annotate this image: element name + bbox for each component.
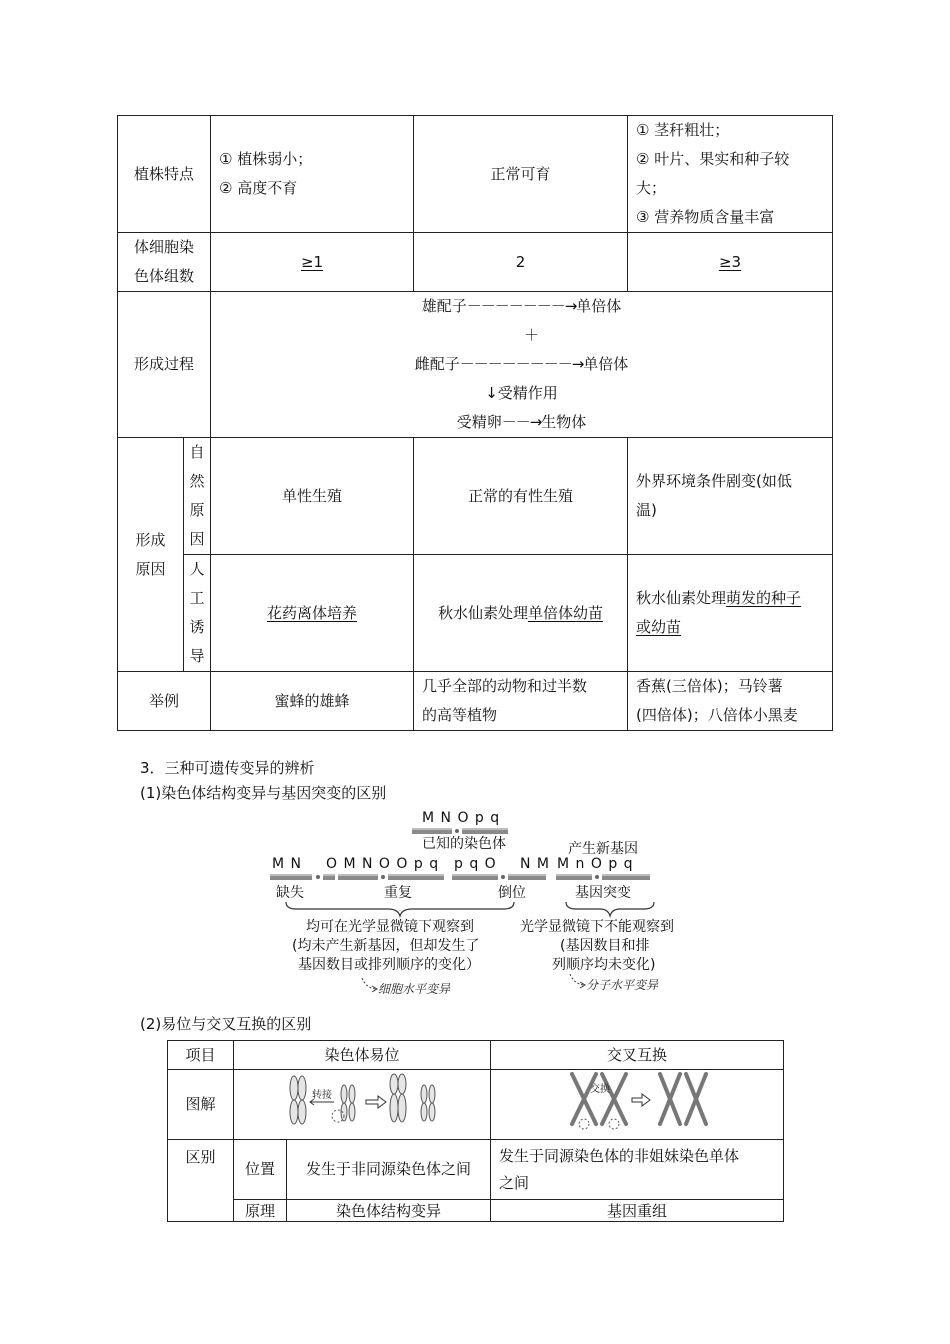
formation-process-row	[118, 292, 833, 438]
row-label: 体细胞染 色体组数	[118, 233, 211, 292]
chromosome-segment	[462, 828, 508, 834]
plant-traits-row	[118, 116, 833, 233]
chromosome-segment	[270, 874, 312, 880]
duplication-letters: O M N O O p q	[326, 856, 440, 872]
left-note-line: 基因数目或排列顺序的变化）	[298, 957, 480, 973]
known-chromosome-letters: M N O p q	[422, 810, 501, 826]
mutation-letters: M n O p q	[557, 856, 634, 872]
right-note-line: 列顺序均未变化)	[552, 957, 656, 973]
haploid-natural: 单性生殖	[211, 438, 414, 555]
chromosome-segment	[412, 828, 452, 834]
right-tag: 分子水平变异	[586, 978, 659, 992]
natural-cause-row	[118, 438, 833, 555]
chromosome-sets-row	[118, 233, 833, 292]
row-label: 图解	[168, 1070, 234, 1140]
chromosome-segment	[323, 874, 335, 880]
right-note-line: (基因数目和排	[560, 938, 650, 954]
ploidy-comparison-table	[117, 115, 833, 731]
chromosome-segment	[388, 874, 444, 880]
centromere-icon	[501, 875, 505, 879]
crossover-tag: 交换	[590, 1084, 611, 1095]
row-label: 举例	[118, 672, 211, 731]
haploid-sets: ≥1	[211, 233, 414, 292]
dashed-arrow-icon	[360, 976, 380, 996]
arrow-icon: －－→	[501, 413, 542, 431]
plus-icon: ＋	[524, 326, 540, 344]
section-heading: 3．三种可遗传变异的辨析	[140, 759, 315, 777]
mutation-left-letters: N M	[520, 856, 551, 872]
translocation-figure	[272, 1072, 452, 1128]
gene-mutation-label: 基因突变	[575, 885, 631, 901]
deletion-label: 缺失	[276, 885, 304, 901]
dashed-arrow-icon	[568, 972, 588, 992]
translocation-crossover-table	[167, 1040, 784, 1222]
header-cell: 交叉互换	[491, 1041, 784, 1070]
new-gene-label: 产生新基因	[568, 841, 638, 857]
header-cell: 染色体易位	[234, 1041, 491, 1070]
formation-process-diagram: 雄配子－－－－－－－→单倍体 ＋ 雌配子－－－－－－－－→单倍体 ↓受精作用 受精卵－－→生物体	[211, 292, 833, 438]
translocation-position: 发生于非同源染色体之间	[287, 1140, 491, 1200]
inversion-letters: p q O	[454, 856, 497, 872]
known-chromosome-label: 已知的染色体	[422, 836, 506, 852]
left-note-line: 均可在光学显微镜下观察到	[306, 919, 474, 935]
haploid-artificial: 花药离体培养	[211, 555, 414, 672]
row-label: 植株特点	[118, 116, 211, 233]
header-cell: 项目	[168, 1041, 234, 1070]
row-label: 形成过程	[118, 292, 211, 438]
centromere-icon	[316, 875, 320, 879]
arrow-icon: －－－－－－－－→	[459, 355, 584, 373]
duplication-label: 重复	[384, 885, 412, 901]
diploid-sets: 2	[414, 233, 628, 292]
arrow-icon: －－－－－－－→	[466, 297, 577, 315]
polyploid-example: 香蕉(三倍体)；马铃薯 (四倍体)；八倍体小黑麦	[628, 672, 833, 731]
chromosome-segment	[338, 874, 378, 880]
polyploid-artificial: 秋水仙素处理萌发的种子 或幼苗	[628, 555, 833, 672]
artificial-cause-row	[118, 555, 833, 672]
principle-row	[168, 1200, 784, 1222]
diploid-natural: 正常的有性生殖	[414, 438, 628, 555]
centromere-icon	[595, 875, 599, 879]
translocation-diagram	[234, 1070, 491, 1140]
examples-row	[118, 672, 833, 731]
haploid-example: 蜜蜂的雄蜂	[211, 672, 414, 731]
natural-cause-label: 自 然 原 因	[184, 438, 211, 555]
chromosome-segment	[508, 874, 546, 880]
right-note-line: 光学显微镜下不能观察到	[520, 919, 674, 935]
header-row	[168, 1041, 784, 1070]
crossover-diagram	[491, 1070, 784, 1140]
subsection-heading: (2)易位与交叉互换的区别	[140, 1015, 312, 1033]
haploid-traits: ① 植株弱小； ② 高度不育	[211, 116, 414, 233]
centromere-icon	[381, 875, 385, 879]
inversion-label: 倒位	[498, 885, 526, 901]
artificial-cause-label: 人 工 诱 导	[184, 555, 211, 672]
centromere-icon	[455, 829, 459, 833]
translocation-tag: 转接	[312, 1090, 332, 1101]
chromosome-segment	[602, 874, 650, 880]
polyploid-sets: ≥3	[628, 233, 833, 292]
row-label: 区别	[168, 1140, 234, 1222]
polyploid-natural: 外界环境条件剧变(如低 温)	[628, 438, 833, 555]
sub-label: 位置	[234, 1140, 287, 1200]
crossover-position: 发生于同源染色体的非姐妹染色单体 之间	[491, 1140, 784, 1200]
deletion-letters: M N	[272, 856, 303, 872]
left-note-line: (均未产生新基因，但却发生了	[292, 938, 480, 954]
diploid-example: 几乎全部的动物和过半数 的高等植物	[414, 672, 628, 731]
chromosome-segment	[452, 874, 498, 880]
diploid-artificial: 秋水仙素处理单倍体幼苗	[414, 555, 628, 672]
row-label: 形成 原因	[118, 438, 184, 672]
subsection-heading: (1)染色体结构变异与基因突变的区别	[140, 784, 387, 802]
position-row	[168, 1140, 784, 1200]
diagram-row	[168, 1070, 784, 1140]
crossover-principle: 基因重组	[491, 1200, 784, 1222]
left-tag: 细胞水平变异	[378, 982, 451, 996]
translocation-principle: 染色体结构变异	[287, 1200, 491, 1222]
brace-icon	[270, 900, 670, 920]
sub-label: 原理	[234, 1200, 287, 1222]
crossover-figure	[562, 1070, 712, 1130]
polyploid-traits: ① 茎秆粗壮； ② 叶片、果实和种子较 大； ③ 营养物质含量丰富	[628, 116, 833, 233]
chromosome-segment	[556, 874, 592, 880]
diploid-traits: 正常可育	[414, 116, 628, 233]
